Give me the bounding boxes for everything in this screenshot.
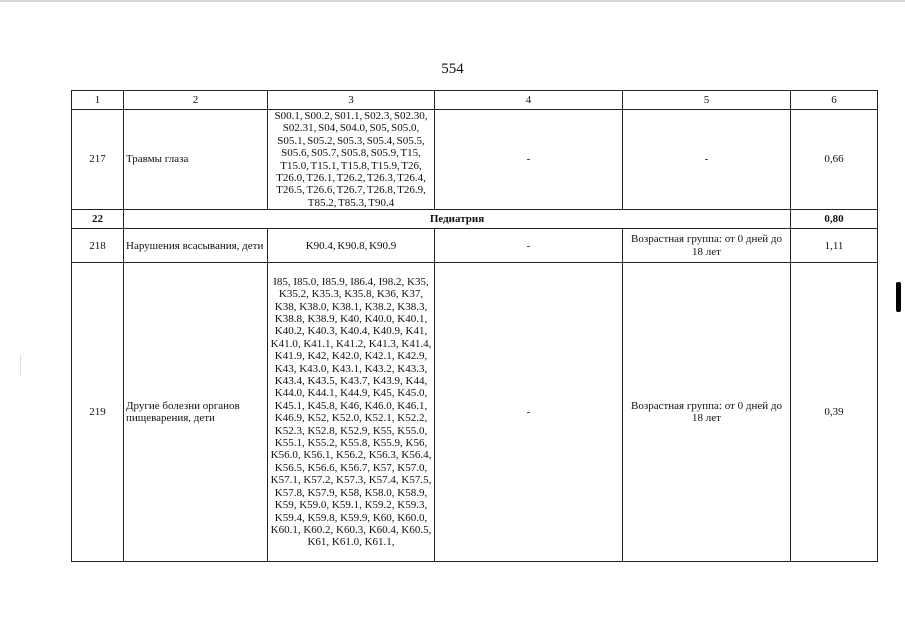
row-number: 219 [72, 263, 124, 562]
group-name: Другие болезни органов пищеварения, дети [124, 263, 268, 562]
scan-speck [20, 355, 21, 375]
header-cell-2: 2 [124, 91, 268, 110]
col5-value: Возрастная группа: от 0 дней до 18 лет [623, 263, 791, 562]
header-row [72, 91, 878, 110]
row-number: 218 [72, 229, 124, 263]
header-cell-6: 6 [791, 91, 878, 110]
table-row [72, 263, 878, 562]
tariff-table [71, 90, 878, 562]
table-row [72, 110, 878, 210]
header-cell-3: 3 [268, 91, 435, 110]
col5-value: Возрастная группа: от 0 дней до 18 лет [623, 229, 791, 263]
section-row [72, 210, 878, 229]
row-number: 217 [72, 110, 124, 210]
col4-value: - [435, 229, 623, 263]
diagnosis-codes: K90.4, K90.8, K90.9 [268, 229, 435, 263]
table-row [72, 229, 878, 263]
page-number: 554 [441, 61, 464, 77]
header-cell-1: 1 [72, 91, 124, 110]
section-number: 22 [72, 210, 124, 229]
binding-mark [896, 282, 901, 312]
group-name: Травмы глаза [124, 110, 268, 210]
section-title: Педиатрия [124, 210, 791, 229]
coefficient: 0,66 [791, 110, 878, 210]
section-coefficient: 0,80 [791, 210, 878, 229]
col4-value: - [435, 263, 623, 562]
group-name: Нарушения всасывания, дети [124, 229, 268, 263]
coefficient: 0,39 [791, 263, 878, 562]
header-cell-4: 4 [435, 91, 623, 110]
diagnosis-codes: I85, I85.0, I85.9, I86.4, I98.2, K35, K35.2, K35.3, K35.8, K36, K37, K38, K38.0, K38.1, K38.2, K38.3, K38.8, K38.9, K40, K40.0, K40.1, K40.2, K40.3, K40.4, K40.9, K41, K41.0, K41.1, K41.2, K41.3, K41.4, K41.9, K42, K42.0, K42.1, K42.9, K43, K43.0, K43.1, K43.2, K43.3, K43.4, K43.5, K43.7, K43.9, K44, K44.0, K44.1, K44.9, K45, K45.0, K45.1, K45.8, K46, K46.0, K46.1, K46.9, K52, K52.0, K52.1, K52.2, K52.3, K52.8, K52.9, K55, K55.0, K55.1, K55.2, K55.8, K55.9, K56, K56.0, K56.1, K56.2, K56.3, K56.4, K56.5, K56.6, K56.7, K57, K57.0, K57.1, K57.2, K57.3, K57.4, K57.5, K57.8, K57.9, K58, K58.0, K58.9, K59, K59.0, K59.1, K59.2, K59.3, K59.4, K59.8, K59.9, K60, K60.0, K60.1, K60.2, K60.3, K60.4, K60.5, K61, K61.0, K61.1, [268, 263, 435, 562]
header-cell-5: 5 [623, 91, 791, 110]
col4-value: - [435, 110, 623, 210]
col5-value: - [623, 110, 791, 210]
scan-edge [0, 0, 905, 2]
coefficient: 1,11 [791, 229, 878, 263]
diagnosis-codes: S00.1, S00.2, S01.1, S02.3, S02.30, S02.31, S04, S04.0, S05, S05.0, S05.1, S05.2, S05.3, S05.4, S05.5, S05.6, S05.7, S05.8, S05.9, T15, T15.0, T15.1, T15.8, T15.9, T26, T26.0, T26.1, T26.2, T26.3, T26.4, T26.5, T26.6, T26.7, T26.8, T26.9, T85.2, T85.3, T90.4 [268, 110, 435, 210]
